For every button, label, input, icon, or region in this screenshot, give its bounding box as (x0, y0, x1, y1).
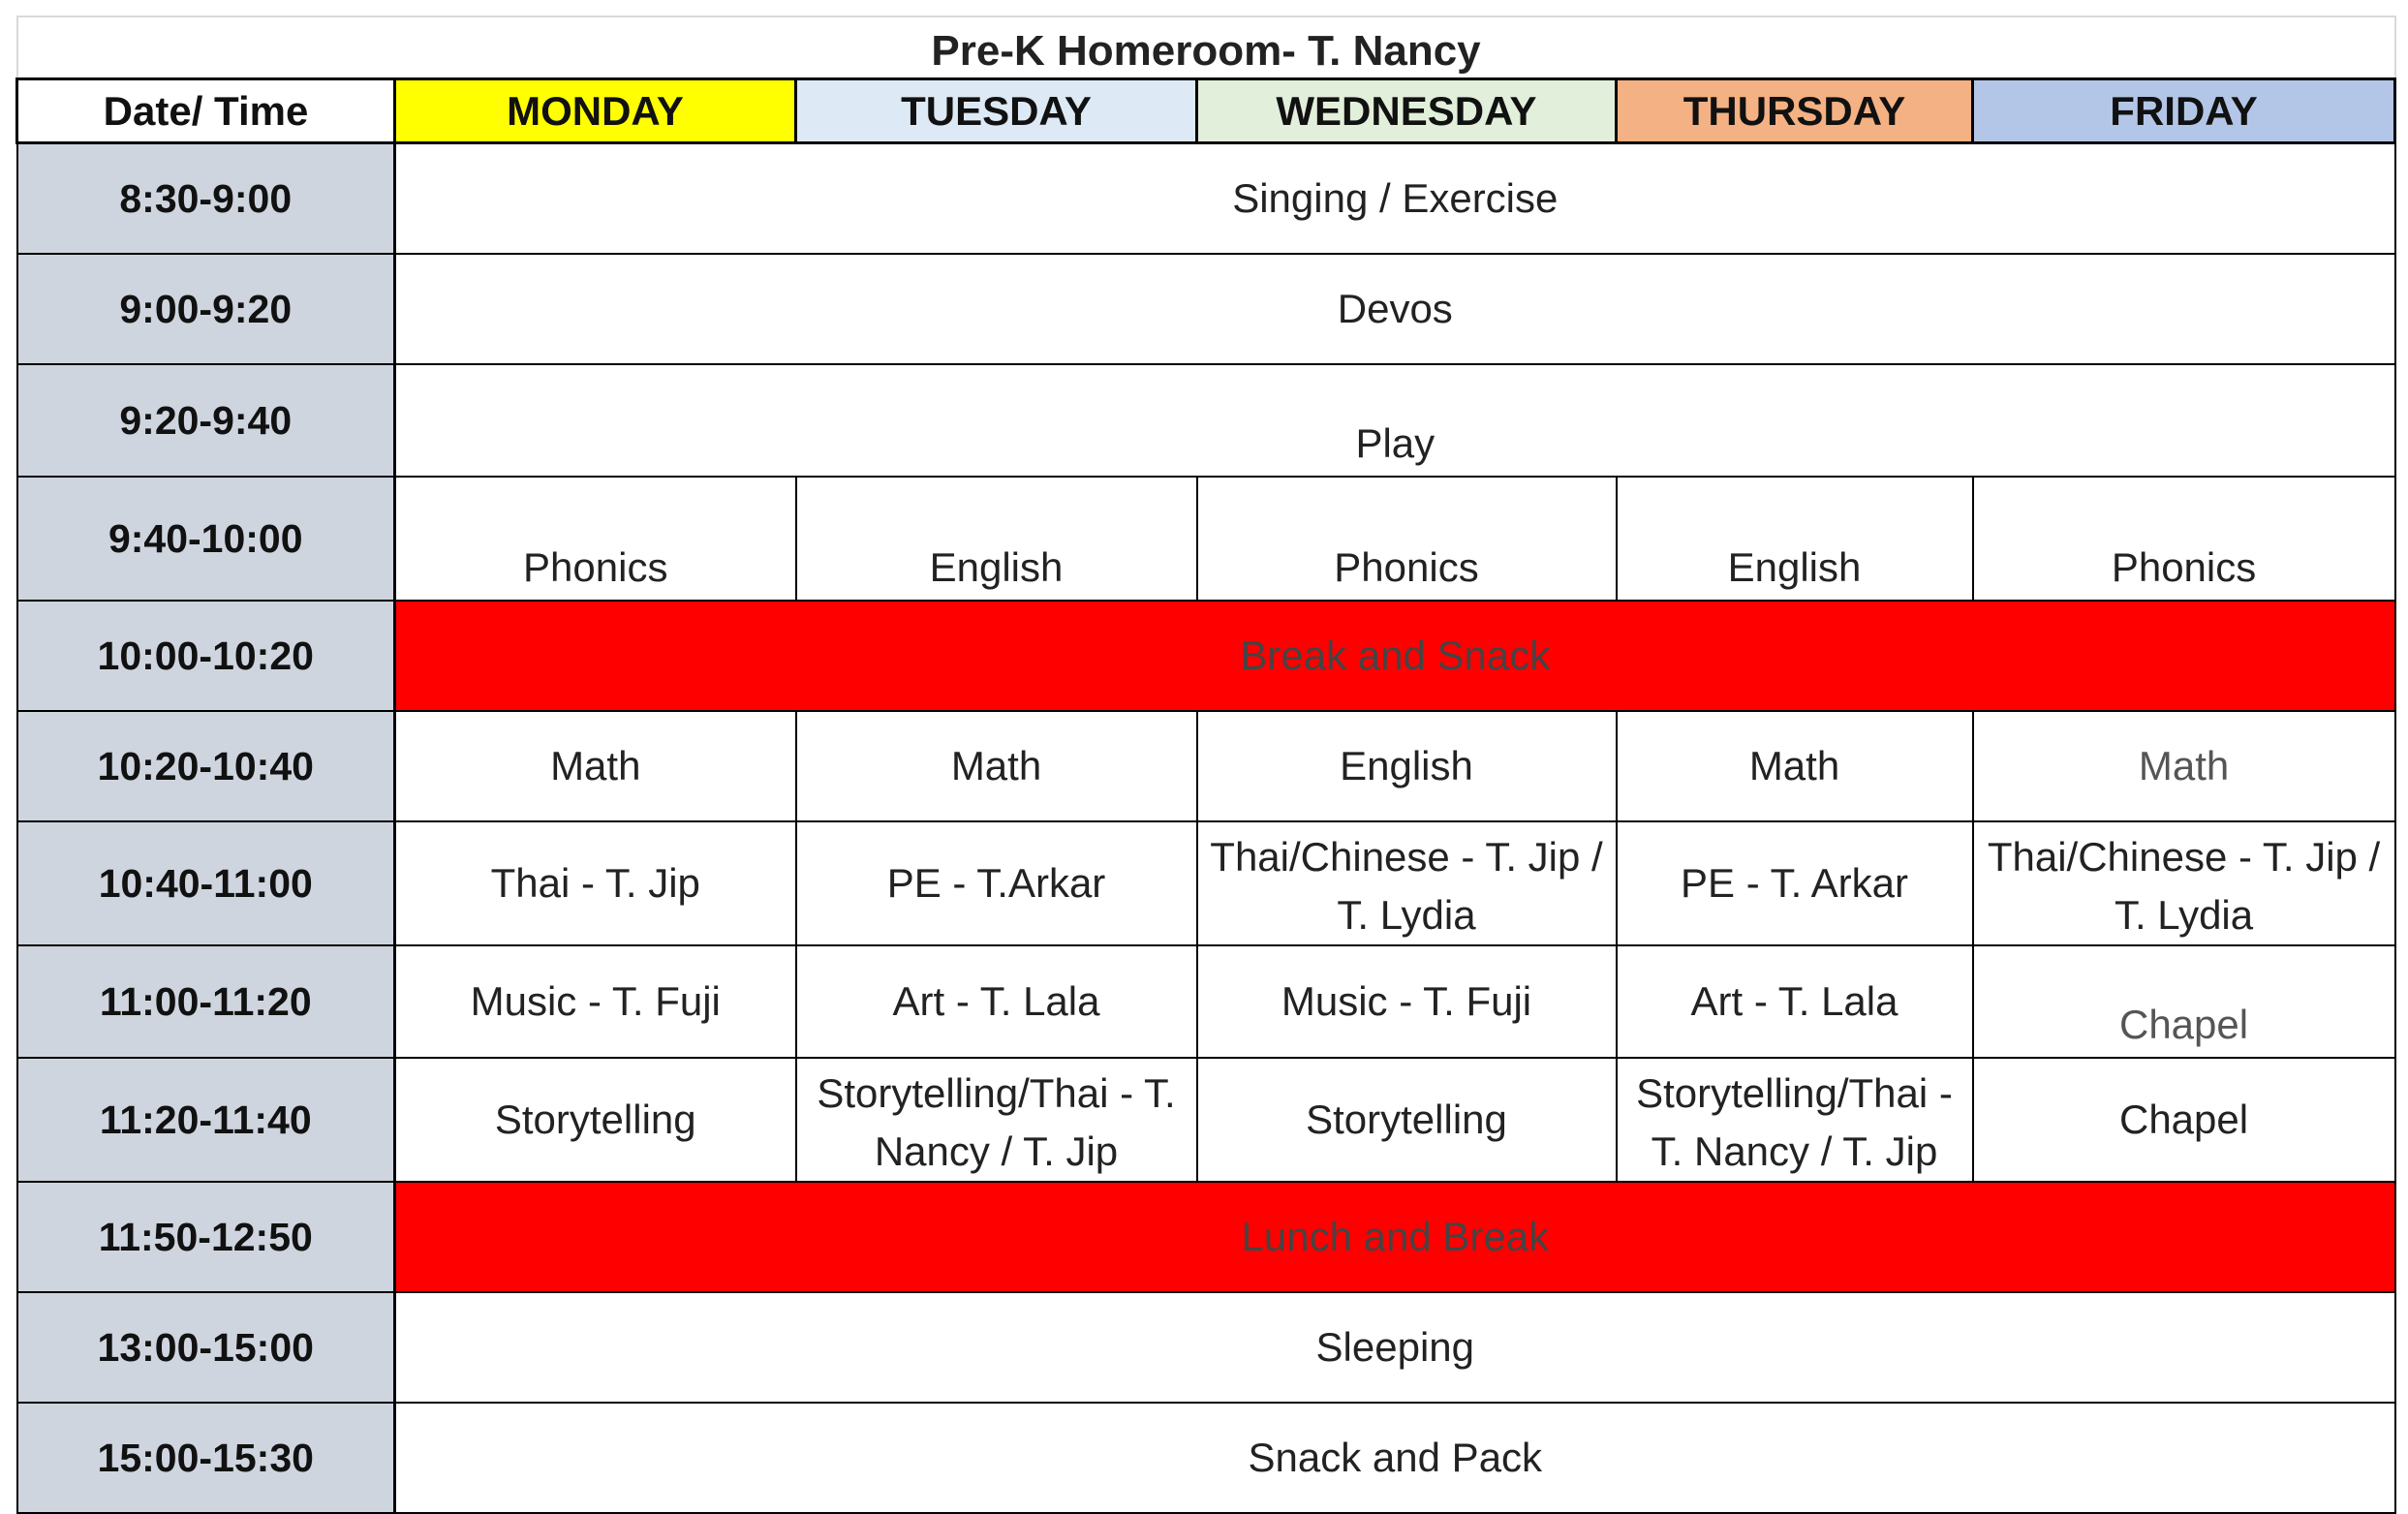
activity-wednesday: English (1197, 711, 1617, 821)
time-slot: 10:40-11:00 (17, 821, 395, 945)
table-row (17, 1292, 2395, 1403)
activity-monday: Storytelling (395, 1058, 796, 1182)
time-slot: 8:30-9:00 (17, 143, 395, 255)
header-monday: MONDAY (395, 79, 796, 143)
header-thursday: THURSDAY (1617, 79, 1973, 143)
activity-all-days: Snack and Pack (395, 1403, 2395, 1513)
time-slot: 13:00-15:00 (17, 1292, 395, 1403)
activity-friday: Chapel (1973, 945, 2395, 1058)
activity-thursday: PE - T. Arkar (1617, 821, 1973, 945)
activity-monday: Math (395, 711, 796, 821)
table-row (17, 254, 2395, 364)
lunch-banner: Lunch and Break (395, 1182, 2395, 1292)
time-slot: 10:20-10:40 (17, 711, 395, 821)
activity-tuesday: English (796, 477, 1197, 601)
activity-thursday: Art - T. Lala (1617, 945, 1973, 1058)
activity-wednesday: Music - T. Fuji (1197, 945, 1617, 1058)
table-row (17, 711, 2395, 821)
time-slot: 11:20-11:40 (17, 1058, 395, 1182)
header-wednesday: WEDNESDAY (1197, 79, 1617, 143)
activity-thursday: Storytelling/Thai - T. Nancy / T. Jip (1617, 1058, 1973, 1182)
table-row (17, 143, 2395, 255)
schedule-table (15, 15, 2396, 1514)
activity-wednesday: Thai/Chinese - T. Jip / T. Lydia (1197, 821, 1617, 945)
time-slot: 15:00-15:30 (17, 1403, 395, 1513)
activity-monday: Phonics (395, 477, 796, 601)
table-row (17, 1182, 2395, 1292)
time-slot: 11:50-12:50 (17, 1182, 395, 1292)
time-slot: 10:00-10:20 (17, 601, 395, 711)
table-row (17, 477, 2395, 601)
header-friday: FRIDAY (1973, 79, 2395, 143)
activity-all-days: Devos (395, 254, 2395, 364)
activity-tuesday: PE - T.Arkar (796, 821, 1197, 945)
activity-wednesday: Storytelling (1197, 1058, 1617, 1182)
table-row (17, 1058, 2395, 1182)
schedule-sheet (15, 15, 2393, 1514)
table-row (17, 945, 2395, 1058)
activity-friday: Thai/Chinese - T. Jip / T. Lydia (1973, 821, 2395, 945)
header-row (17, 79, 2395, 143)
table-row (17, 364, 2395, 477)
table-row (17, 601, 2395, 711)
activity-monday: Thai - T. Jip (395, 821, 796, 945)
activity-friday: Phonics (1973, 477, 2395, 601)
activity-all-days: Sleeping (395, 1292, 2395, 1403)
activity-wednesday: Phonics (1197, 477, 1617, 601)
page-title: Pre-K Homeroom- T. Nancy (17, 16, 2395, 79)
break-banner: Break and Snack (395, 601, 2395, 711)
header-time-label: Date/ Time (17, 79, 395, 143)
time-slot: 9:20-9:40 (17, 364, 395, 477)
time-slot: 9:00-9:20 (17, 254, 395, 364)
table-row (17, 1403, 2395, 1513)
activity-thursday: English (1617, 477, 1973, 601)
activity-friday: Math (1973, 711, 2395, 821)
activity-thursday: Math (1617, 711, 1973, 821)
activity-all-days: Singing / Exercise (395, 143, 2395, 255)
activity-tuesday: Art - T. Lala (796, 945, 1197, 1058)
time-slot: 11:00-11:20 (17, 945, 395, 1058)
activity-tuesday: Math (796, 711, 1197, 821)
activity-monday: Music - T. Fuji (395, 945, 796, 1058)
table-row (17, 821, 2395, 945)
time-slot: 9:40-10:00 (17, 477, 395, 601)
activity-all-days: Play (395, 364, 2395, 477)
activity-friday: Chapel (1973, 1058, 2395, 1182)
header-tuesday: TUESDAY (796, 79, 1197, 143)
activity-tuesday: Storytelling/Thai - T. Nancy / T. Jip (796, 1058, 1197, 1182)
